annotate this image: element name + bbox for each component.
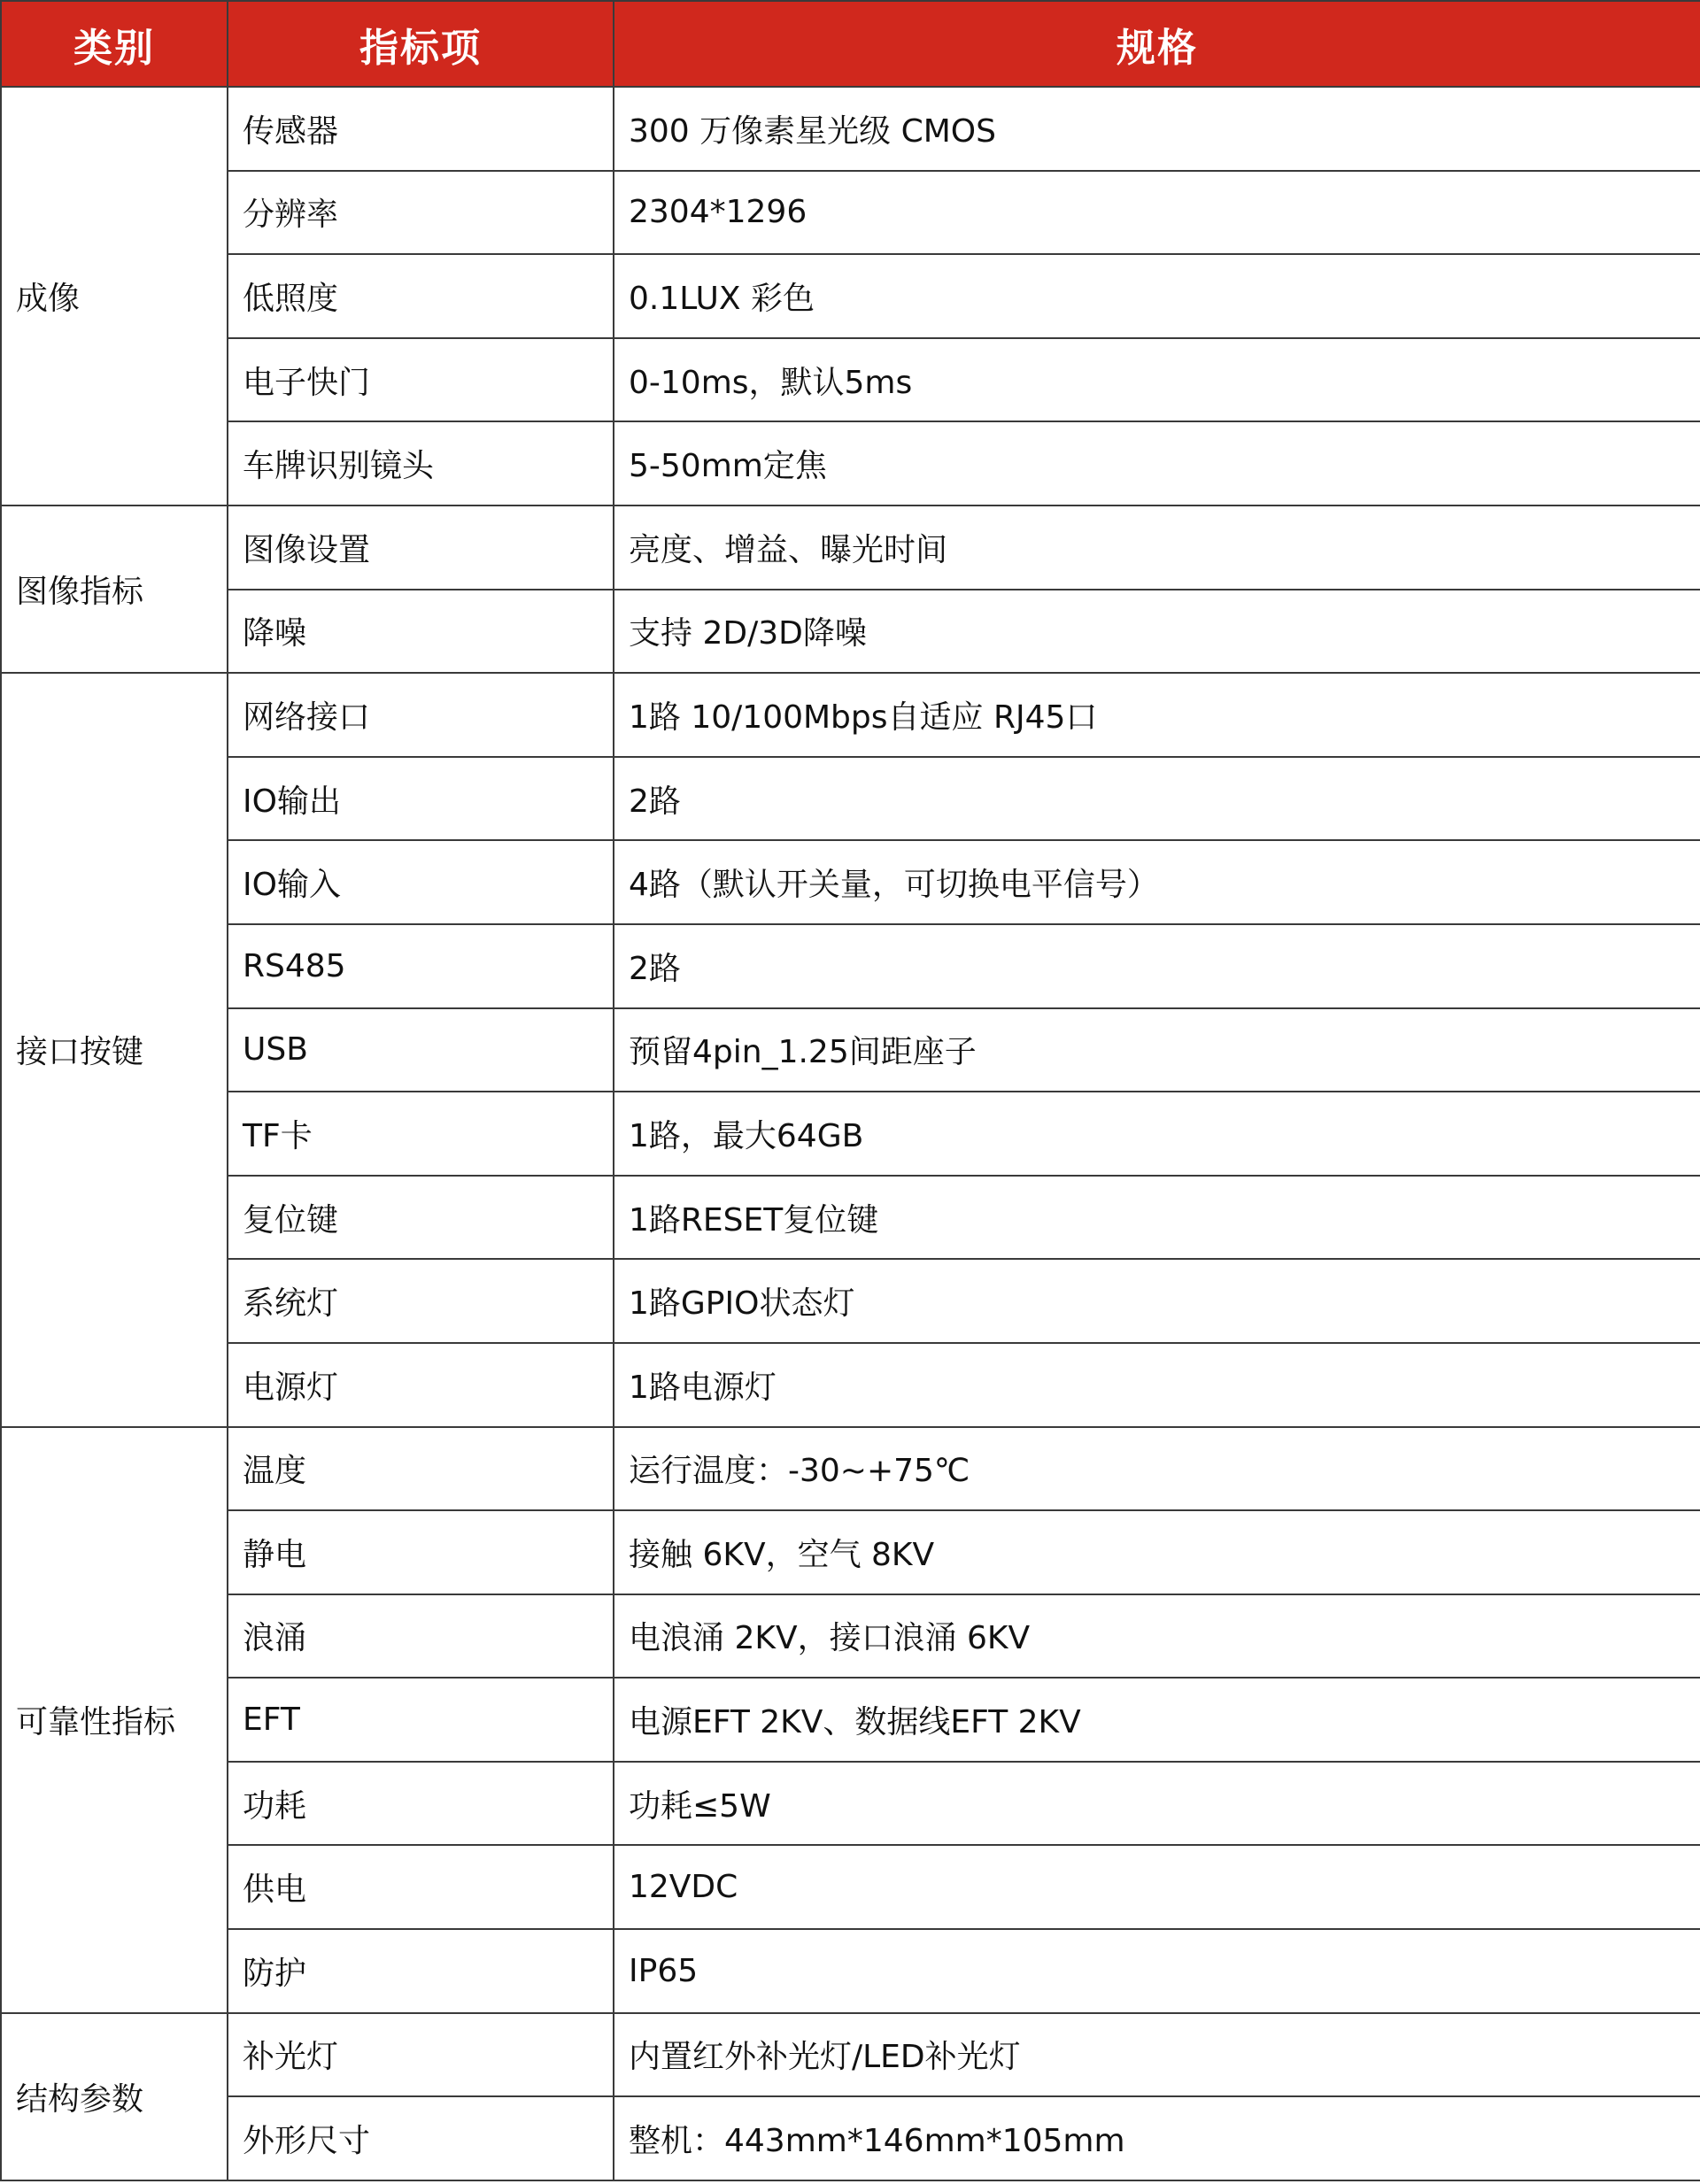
header-row [1,1,1700,87]
spec-value-cell: 功耗≤5W [614,1762,1700,1846]
spec-value-cell: 1路 10/100Mbps自适应 RJ45口 [614,673,1700,757]
category-cell: 接口按键 [1,673,228,1426]
table-row [1,673,1700,757]
spec-value-cell: 预留4pin_1.25间距座子 [614,1008,1700,1092]
spec-value-cell: IP65 [614,1929,1700,2013]
spec-value-cell: 支持 2D/3D降噪 [614,590,1700,674]
item-cell: 传感器 [228,87,614,171]
item-cell: 静电 [228,1510,614,1594]
item-cell: 外形尺寸 [228,2096,614,2180]
spec-value-cell: 1路RESET复位键 [614,1176,1700,1260]
item-cell: 防护 [228,1929,614,2013]
table-row [1,254,1700,338]
spec-value-cell: 2路 [614,757,1700,841]
item-cell: 电子快门 [228,338,614,422]
table-row [1,1427,1700,1511]
table-row [1,1092,1700,1176]
table-header [1,1,1700,87]
spec-value-cell: 电源EFT 2KV、数据线EFT 2KV [614,1678,1700,1762]
item-cell: 补光灯 [228,2013,614,2097]
spec-value-cell: 12VDC [614,1845,1700,1929]
spec-value-cell: 300 万像素星光级 CMOS [614,87,1700,171]
spec-value-cell: 5-50mm定焦 [614,421,1700,505]
header-category: 类别 [1,1,228,87]
category-cell: 结构参数 [1,2013,228,2180]
item-cell: 电源灯 [228,1343,614,1427]
spec-value-cell: 电浪涌 2KV，接口浪涌 6KV [614,1594,1700,1679]
table-row [1,505,1700,590]
item-cell: IO输出 [228,757,614,841]
spec-value-cell: 0.1LUX 彩色 [614,254,1700,338]
table-row [1,2013,1700,2097]
item-cell: 浪涌 [228,1594,614,1679]
table-row [1,1259,1700,1343]
item-cell: 系统灯 [228,1259,614,1343]
table-row [1,1845,1700,1929]
spec-value-cell: 2304*1296 [614,171,1700,255]
item-cell: EFT [228,1678,614,1762]
table-row [1,2096,1700,2180]
item-cell: 分辨率 [228,171,614,255]
spec-value-cell: 4路（默认开关量，可切换电平信号） [614,840,1700,924]
table-row [1,1343,1700,1427]
item-cell: 功耗 [228,1762,614,1846]
table-row [1,924,1700,1008]
item-cell: 图像设置 [228,505,614,590]
table-row [1,1176,1700,1260]
item-cell: 低照度 [228,254,614,338]
table-row [1,1762,1700,1846]
item-cell: 车牌识别镜头 [228,421,614,505]
item-cell: 降噪 [228,590,614,674]
header-spec: 规格 [614,1,1700,87]
item-cell: 网络接口 [228,673,614,757]
item-cell: TF卡 [228,1092,614,1176]
table-row [1,1008,1700,1092]
table-row [1,1678,1700,1762]
table-row [1,1594,1700,1679]
item-cell: 温度 [228,1427,614,1511]
item-cell: IO输入 [228,840,614,924]
spec-value-cell: 1路GPIO状态灯 [614,1259,1700,1343]
table-row [1,1929,1700,2013]
spec-value-cell: 运行温度：-30~+75℃ [614,1427,1700,1511]
table-row [1,338,1700,422]
item-cell: USB [228,1008,614,1092]
table-row [1,590,1700,674]
spec-value-cell: 亮度、增益、曝光时间 [614,505,1700,590]
table-row [1,757,1700,841]
category-cell: 可靠性指标 [1,1427,228,2013]
spec-value-cell: 接触 6KV，空气 8KV [614,1510,1700,1594]
spec-value-cell: 内置红外补光灯/LED补光灯 [614,2013,1700,2097]
spec-value-cell: 2路 [614,924,1700,1008]
table-row [1,1510,1700,1594]
table-row [1,840,1700,924]
spec-value-cell: 1路，最大64GB [614,1092,1700,1176]
item-cell: RS485 [228,924,614,1008]
item-cell: 复位键 [228,1176,614,1260]
header-item: 指标项 [228,1,614,87]
table-row [1,171,1700,255]
item-cell: 供电 [228,1845,614,1929]
table-body [1,87,1700,2180]
spec-value-cell: 0-10ms，默认5ms [614,338,1700,422]
category-cell: 图像指标 [1,505,228,673]
category-cell: 成像 [1,87,228,505]
table-row [1,421,1700,505]
table-row [1,87,1700,171]
spec-value-cell: 1路电源灯 [614,1343,1700,1427]
spec-value-cell: 整机：443mm*146mm*105mm [614,2096,1700,2180]
